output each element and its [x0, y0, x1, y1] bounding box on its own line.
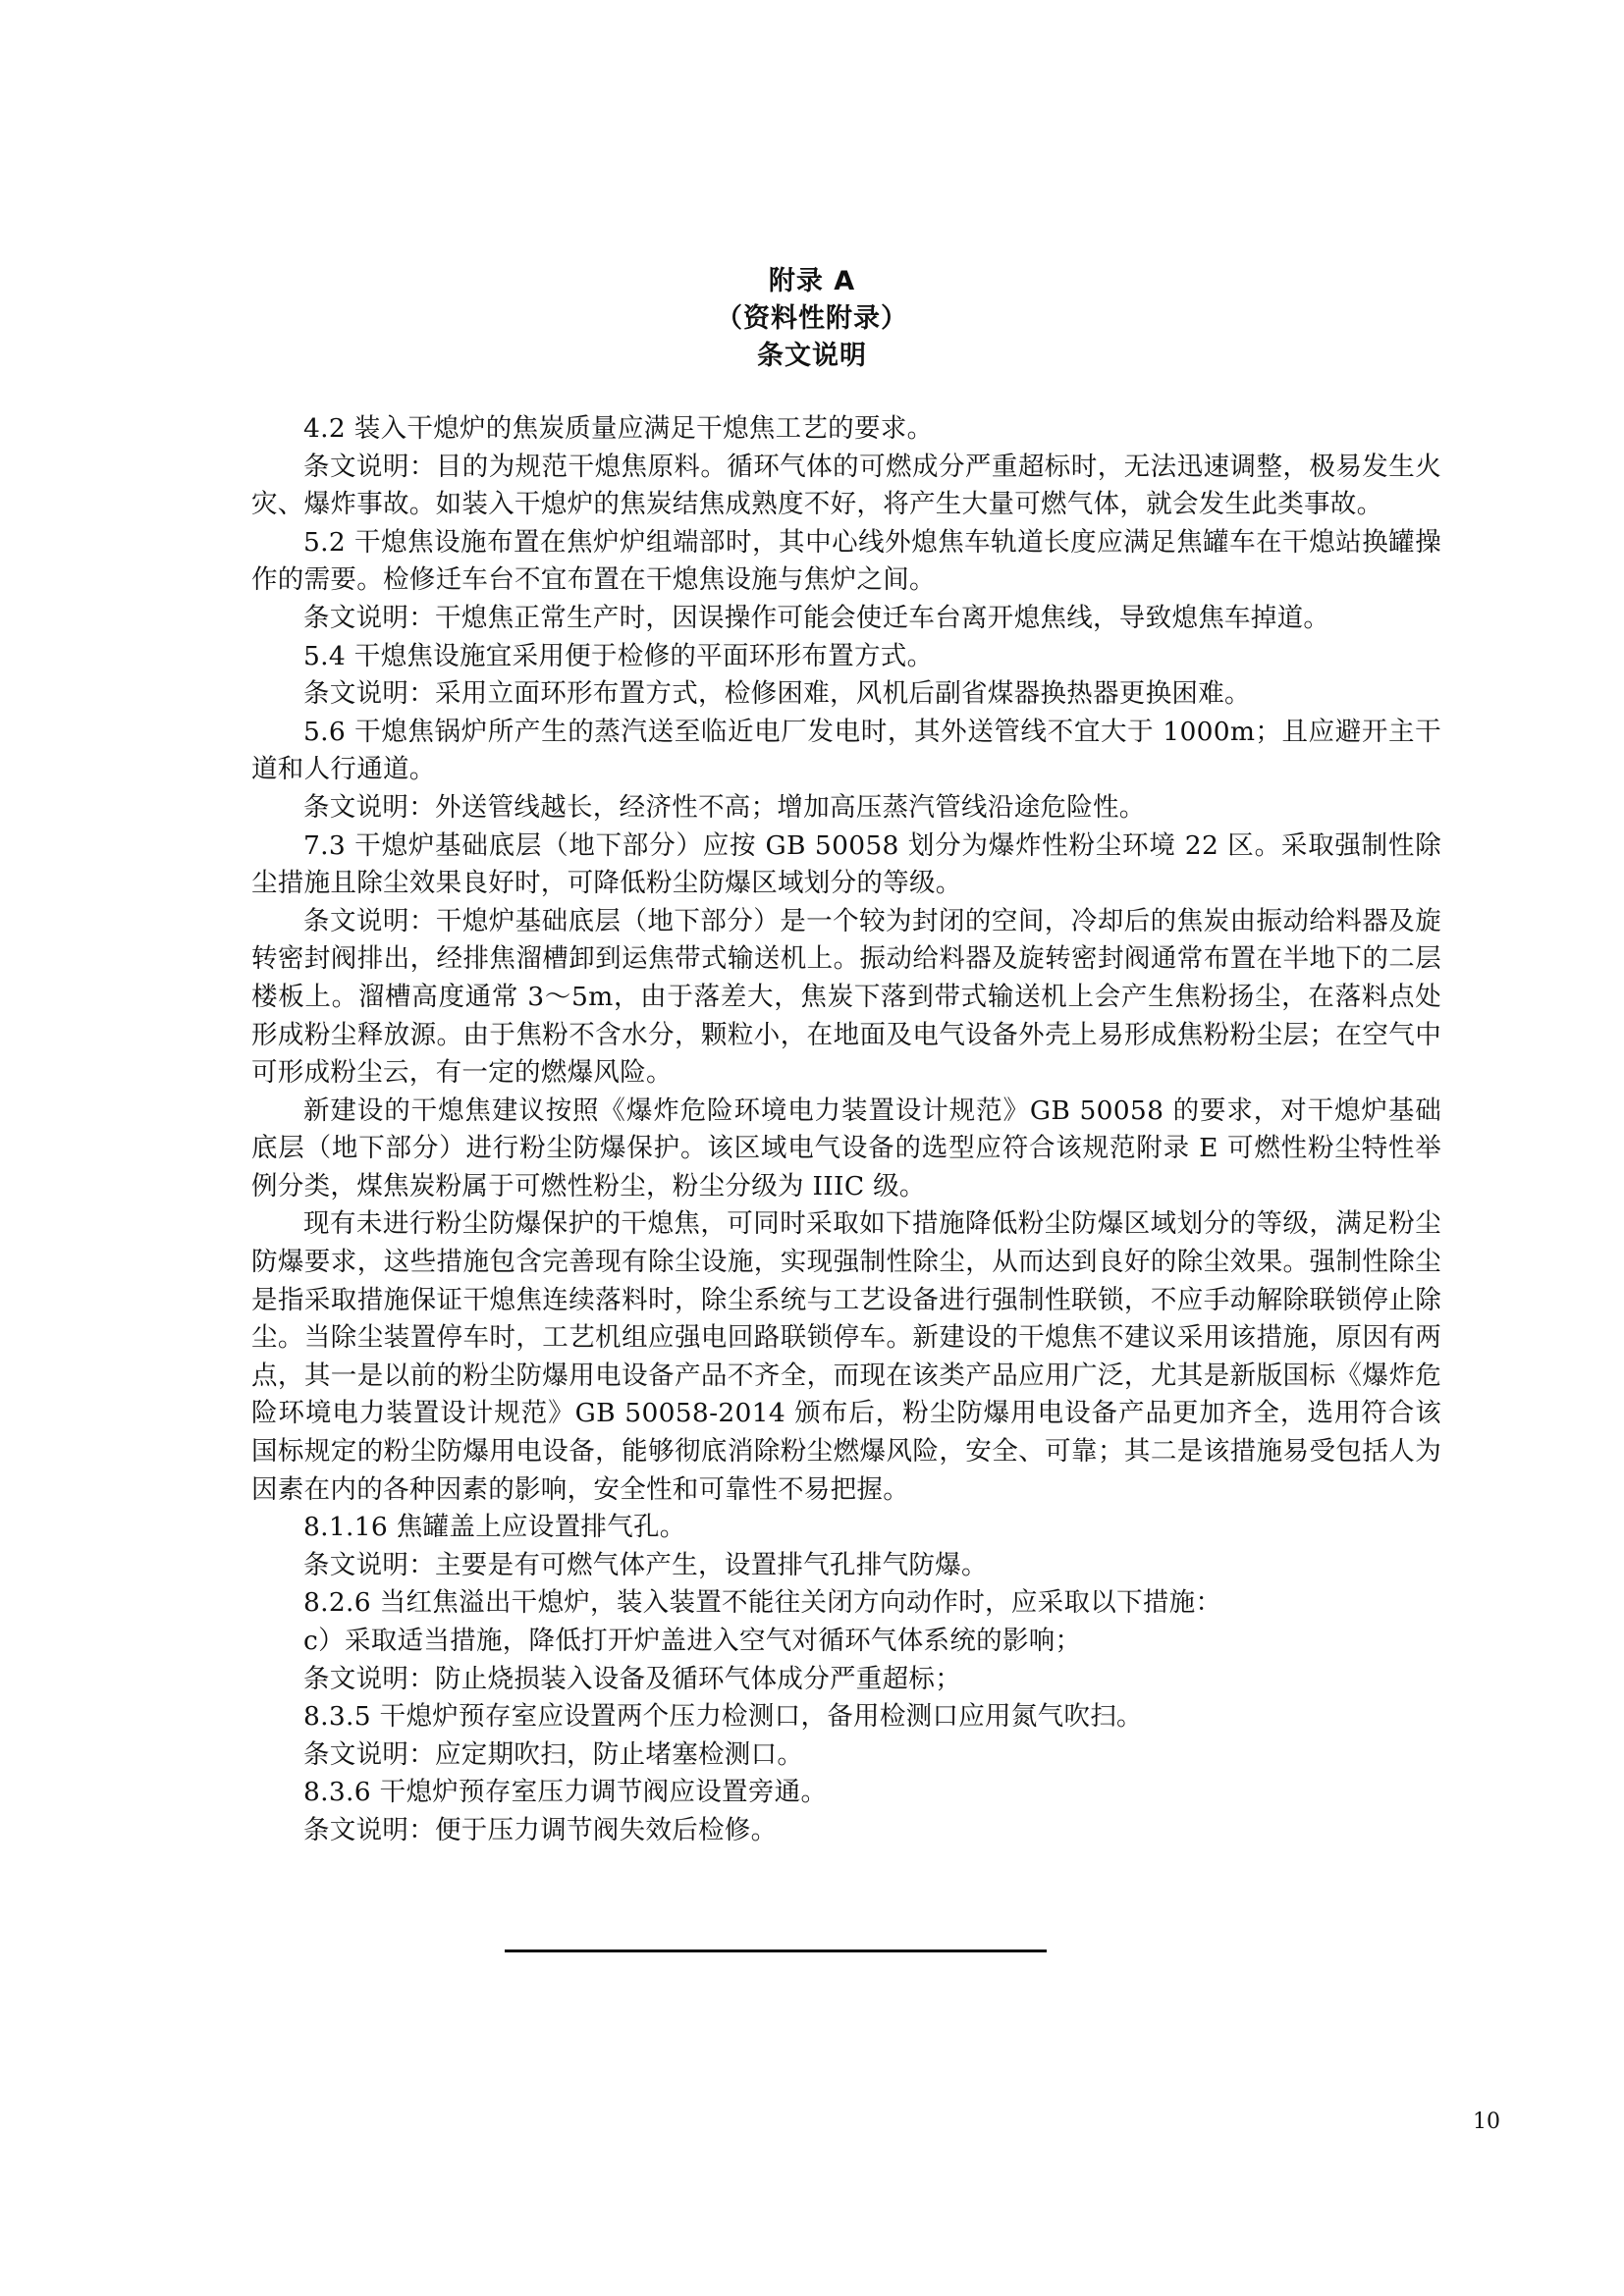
paragraph: 条文说明：目的为规范干熄焦原料。循环气体的可燃成分严重超标时，无法迅速调整，极易发生火灾、爆炸事故。如装入干熄炉的焦炭结焦成熟度不好，将产生大量可燃气体，就会发生此类事故。 [251, 451, 1441, 520]
page-number: 10 [1473, 2109, 1500, 2134]
end-divider [505, 1949, 1047, 1952]
paragraph: 新建设的干熄焦建议按照《爆炸危险环境电力装置设计规范》GB 50058 的要求，对干熄炉基础底层（地下部分）进行粉尘防爆保护。该区域电气设备的选型应符合该规范附录 E 可燃性粉尘特性举例分类，煤焦炭粉属于可燃性粉尘，粉尘分级为 IIIC 级。 [251, 1095, 1441, 1201]
appendix-title: 附录 A [768, 266, 856, 296]
paragraph: 条文说明：干熄焦正常生产时，因误操作可能会使迁车台离开熄焦线，导致熄焦车掉道。 [303, 602, 1330, 633]
paragraph: 5.2 干熄焦设施布置在焦炉炉组端部时，其中心线外熄焦车轨道长度应满足焦罐车在干熄站换罐操作的需要。检修迁车台不宜布置在干熄焦设施与焦炉之间。 [251, 526, 1441, 596]
paragraph: 8.3.5 干熄炉预存室应设置两个压力检测口，备用检测口应用氮气吹扫。 [303, 1701, 1143, 1733]
paragraph: 条文说明：干熄炉基础底层（地下部分）是一个较为封闭的空间，冷却后的焦炭由振动给料器及旋转密封阀排出，经排焦溜槽卸到运焦带式输送机上。振动给料器及旋转密封阀通常布置在半地下的二层楼板上。溜槽高度通常 3～5m，由于落差大，焦炭下落到带式输送机上会产生焦粉扬尘，在落料点处形成粉尘释放源。由于焦粉不含水分，颗粒小，在地面及电气设备外壳上易形成焦粉粉尘层；在空气中可形成粉尘云，有一定的燃爆风险。 [251, 905, 1441, 1089]
paragraph: 7.3 干熄炉基础底层（地下部分）应按 GB 50058 划分为爆炸性粉尘环境 22 区。采取强制性除尘措施且除尘效果良好时，可降低粉尘防爆区域划分的等级。 [251, 829, 1441, 899]
paragraph: 5.6 干熄焦锅炉所产生的蒸汽送至临近电厂发电时，其外送管线不宜大于 1000m；且应避开主干道和人行通道。 [251, 716, 1441, 785]
paragraph: 条文说明：防止烧损装入设备及循环气体成分严重超标； [303, 1663, 961, 1694]
paragraph: 条文说明：便于压力调节阀失效后检修。 [303, 1814, 778, 1845]
paragraph: 4.2 装入干熄炉的焦炭质量应满足干熄焦工艺的要求。 [303, 413, 934, 444]
paragraph: 8.1.16 焦罐盖上应设置排气孔。 [303, 1512, 686, 1543]
appendix-type: （资料性附录） [716, 303, 908, 334]
paragraph: 5.4 干熄焦设施宜采用便于检修的平面环形布置方式。 [303, 640, 934, 671]
paragraph: 8.3.6 干熄炉预存室压力调节阀应设置旁通。 [303, 1777, 828, 1808]
appendix-heading [0, 263, 1624, 375]
section-title: 条文说明 [757, 341, 867, 371]
paragraph: 条文说明：主要是有可燃气体产生，设置排气孔排气防爆。 [303, 1549, 988, 1580]
paragraph: c）采取适当措施，降低打开炉盖进入空气对循环气体系统的影响； [303, 1626, 1082, 1656]
paragraph: 条文说明：采用立面环形布置方式，检修困难，风机后副省煤器换热器更换困难。 [303, 678, 1251, 710]
body-text [251, 410, 1441, 1850]
paragraph: 条文说明：应定期吹扫，防止堵塞检测口。 [303, 1738, 804, 1770]
paragraph: 条文说明：外送管线越长，经济性不高；增加高压蒸汽管线沿途危险性。 [303, 791, 1146, 823]
paragraph: 现有未进行粉尘防爆保护的干熄焦，可同时采取如下措施降低粉尘防爆区域划分的等级，满足粉尘防爆要求，这些措施包含完善现有除尘设施，实现强制性除尘，从而达到良好的除尘效果。强制性除尘是指采取措施保证干熄焦连续落料时，除尘系统与工艺设备进行强制性联锁，不应手动解除联锁停止除尘。当除尘装置停车时，工艺机组应强电回路联锁停车。新建设的干熄焦不建议采用该措施，原因有两点，其一是以前的粉尘防爆用电设备产品不齐全，而现在该类产品应用广泛，尤其是新版国标《爆炸危险环境电力装置设计规范》GB 50058-2014 颁布后，粉尘防爆用电设备产品更加齐全，选用符合该国标规定的粉尘防爆用电设备，能够彻底消除粉尘燃爆风险，安全、可靠；其二是该措施易受包括人为因素在内的各种因素的影响，安全性和可靠性不易把握。 [251, 1208, 1441, 1505]
paragraph: 8.2.6 当红焦溢出干熄炉，装入装置不能往关闭方向动作时，应采取以下措施： [303, 1587, 1222, 1619]
